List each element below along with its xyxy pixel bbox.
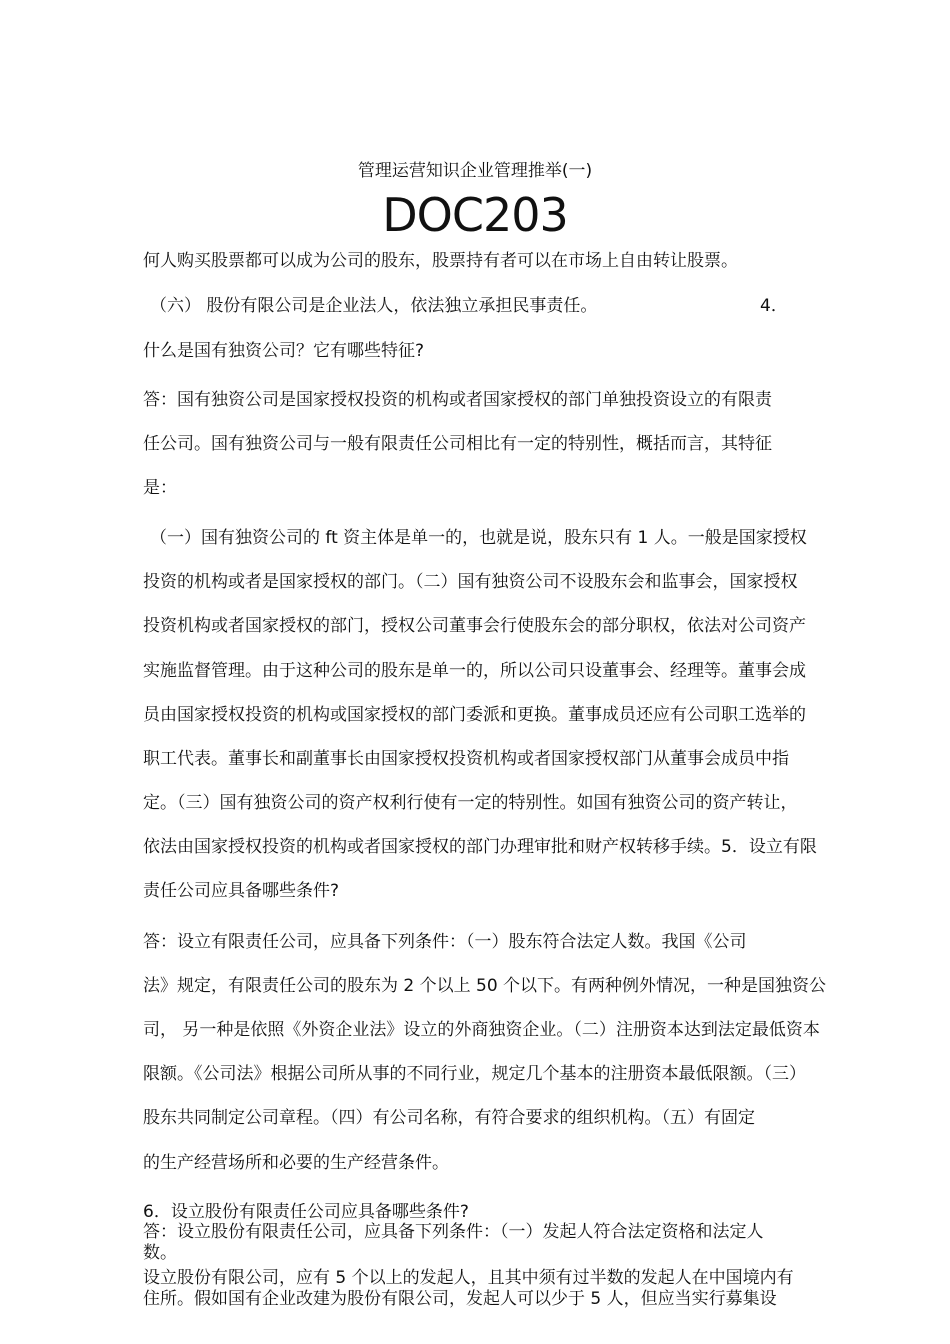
body-line: （一）国有独资公司的 ft 资主体是单一的，也就是说，股东只有 1 人。一般是国家授权 <box>150 528 807 548</box>
body-line: 限额。《公司法》根据公司所从事的不同行业，规定几个基本的注册资本最低限额。（三） <box>143 1064 806 1084</box>
document-code: DOC203 <box>382 188 568 242</box>
question-heading: 什么是国有独资公司？它有哪些特征? <box>143 341 425 361</box>
question-heading: 6．设立股份有限责任公司应具备哪些条件? <box>143 1202 469 1222</box>
body-line: 的生产经营场所和必要的生产经营条件。 <box>143 1153 449 1173</box>
body-line: 投资机构或者国家授权的部门，授权公司董事会行使股东会的部分职权，依法对公司资产 <box>143 616 806 636</box>
section-number: 4． <box>760 296 788 316</box>
body-line: 股东共同制定公司章程。（四）有公司名称，有符合要求的组织机构。（五）有固定 <box>143 1108 755 1128</box>
body-line: 员由国家授权投资的机构或国家授权的部门委派和更换。董事成员还应有公司职工选举的 <box>143 705 806 725</box>
body-line: 何人购买股票都可以成为公司的股东，股票持有者可以在市场上自由转让股票。 <box>143 251 738 271</box>
question-heading: 责任公司应具备哪些条件? <box>143 881 340 901</box>
body-line: 答：国有独资公司是国家授权投资的机构或者国家授权的部门单独投资设立的有限责 <box>143 390 772 410</box>
body-line: 任公司。国有独资公司与一般有限责任公司相比有一定的特别性，概括而言，其特征 <box>143 434 772 454</box>
body-line: 司， 另一种是依照《外资企业法》设立的外商独资企业。（二）注册资本达到法定最低资本 <box>143 1020 820 1040</box>
body-line: 法》规定，有限责任公司的股东为 2 个以上 50 个以下。有两种例外情况，一种是国独资公 <box>143 976 827 996</box>
body-line: 设立股份有限公司，应有 5 个以上的发起人，且其中须有过半数的发起人在中国境内有 <box>143 1268 794 1288</box>
body-line: （六） 股份有限公司是企业法人，依法独立承担民事责任。 <box>150 296 598 316</box>
body-line: 数。 <box>143 1243 177 1263</box>
body-line: 实施监督管理。由于这种公司的股东是单一的，所以公司只设董事会、经理等。董事会成 <box>143 661 806 681</box>
body-line: 是： <box>143 478 177 498</box>
body-line: 答：设立股份有限责任公司，应具备下列条件：（一）发起人符合法定资格和法定人 <box>143 1222 764 1242</box>
body-line: 职工代表。董事长和副董事长由国家授权投资机构或者国家授权部门从董事会成员中指 <box>143 749 789 769</box>
body-line: 依法由国家授权投资的机构或者国家授权的部门办理审批和财产权转移手续。5．设立有限 <box>143 837 817 857</box>
body-line: 住所。假如国有企业改建为股份有限公司，发起人可以少于 5 人，但应当实行募集设 <box>143 1289 777 1309</box>
body-line: 投资的机构或者是国家授权的部门。（二）国有独资公司不设股东会和监事会，国家授权 <box>143 572 798 592</box>
body-line: 答：设立有限责任公司，应具备下列条件：（一）股东符合法定人数。我国《公司 <box>143 932 747 952</box>
body-line: 定。（三）国有独资公司的资产权利行使有一定的特别性。如国有独资公司的资产转让， <box>143 793 798 813</box>
document-title: 管理运营知识企业管理推举(一) <box>357 161 593 181</box>
